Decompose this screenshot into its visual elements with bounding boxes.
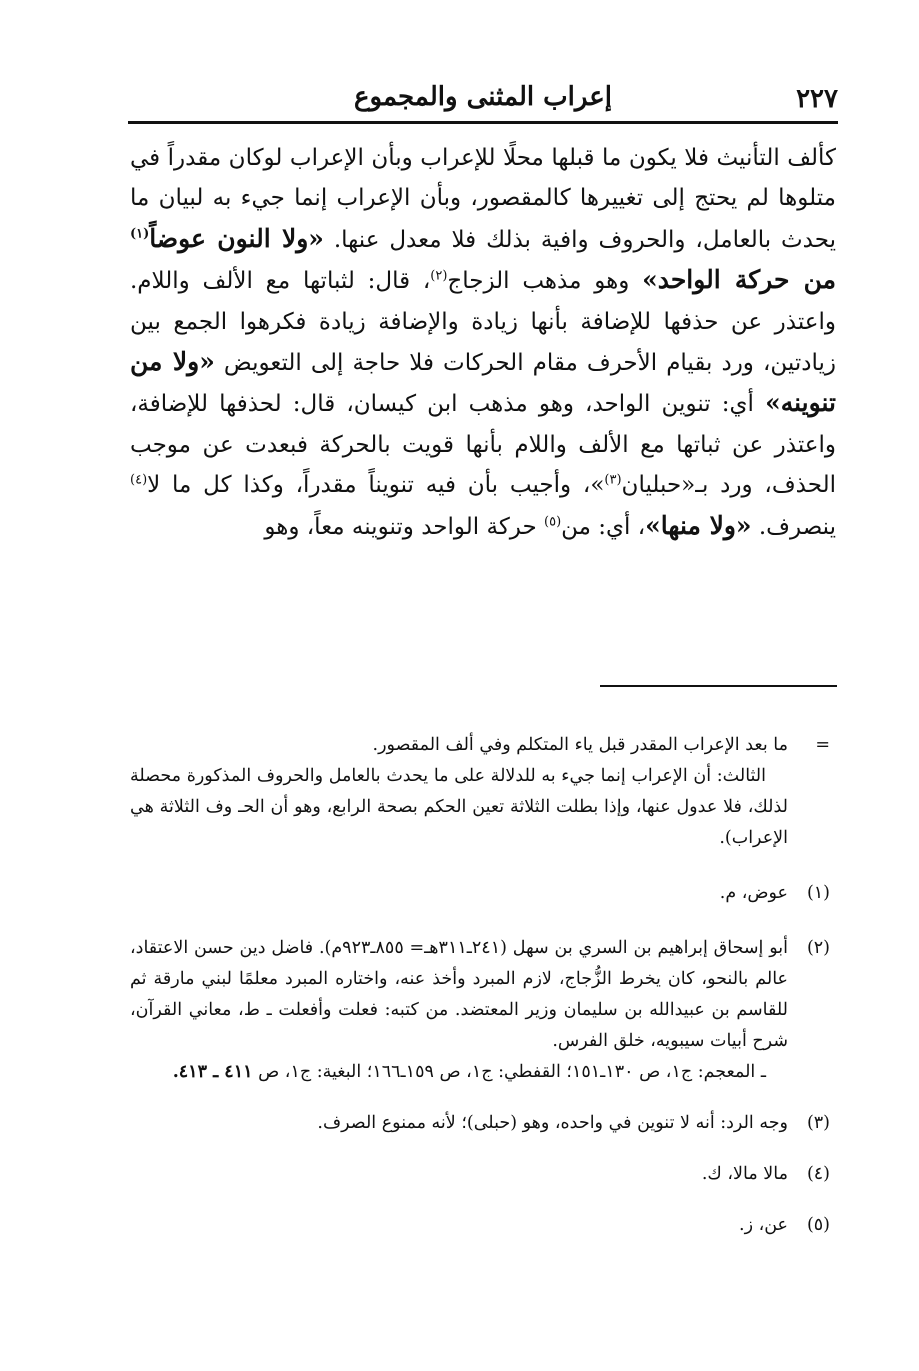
text-segment: »، وأجيب بأن فيه تنويناً مقدراً، وكذا كل ما لا <box>147 472 605 499</box>
footnote-text: وجه الرد: أنه لا تنوين في واحده، وهو (حبلى)؛ لأنه ممنوع الصرف. <box>317 1113 788 1133</box>
footnote-source: ـ المعجم: ج١، ص ١٣٠ـ١٥١؛ القفطي: ج١، ص ١٥٩ـ١٦٦؛ البغية: ج١، ص ٤١١ ـ ٤١٣. <box>172 1062 766 1082</box>
footnote-5 <box>130 1210 836 1241</box>
footnotes <box>130 730 836 1241</box>
footnote-marker: (٤) <box>806 1164 830 1184</box>
footnote-text: مالا مالا، ك. <box>701 1164 788 1184</box>
matn-quote: «ولا من تنوينه» <box>130 347 837 418</box>
footnote-marker: (٢) <box>806 938 830 958</box>
footnote-text: عوض، م. <box>719 883 788 903</box>
footnote-separator <box>600 685 837 687</box>
footnote-2 <box>130 933 836 1088</box>
footnote-marker: (٥) <box>806 1215 830 1235</box>
footnote-marker: (١) <box>806 883 830 903</box>
matn-quote: «ولا منها» <box>645 510 752 540</box>
footnote-marker: = <box>815 735 830 755</box>
footnote-1 <box>130 878 836 909</box>
footnote-continuation <box>130 730 836 854</box>
footnote-ref: (٣) <box>604 472 622 488</box>
text-segment: ، أي: من <box>561 513 646 540</box>
page-header <box>128 82 838 118</box>
footnote-text: ما بعد الإعراب المقدر قبل ياء المتكلم وفي ألف المقصور. <box>372 735 788 755</box>
text-segment: كألف التأنيث فلا يكون ما قبلها محلًا للإعراب وبأن الإعراب لوكان مقدراً في متلوها لم يحتج إلى تغييرها كالمقصور، وبأن الإعراب إنما جيء به لبيان ما يحدث بالعامل، والحروف وافية بذلك فلا معدل عنها. <box>130 145 836 253</box>
text-segment: حركة الواحد وتنوينه معاً، وهو <box>264 513 537 540</box>
text-segment: ، قال: لثباتها مع الألف واللام. واعتذر عن حذفها للإضافة بأنها زيادة والإضافة زيادة فكرهوا الجمع بين زيادتين، ورد بقيام الأحرف مقام الحركات فلا حاجة إلى التعويض <box>130 268 836 377</box>
text-segment: وهو مذهب الزجاج <box>447 268 630 295</box>
running-title: إعراب المثنى والمجموع <box>354 82 612 112</box>
footnote-ref: (٥) <box>544 514 562 529</box>
text-segment: أي: تنوين الواحد، وهو مذهب ابن كيسان، قال: لحذفها للإضافة، واعتذر عن ثباتها مع الألف واللام بأنها قويت بالحركة فبعدت عن موجب الحذف، ورد بـ«حبليان <box>130 391 836 499</box>
footnote-ref: (٢) <box>430 268 448 284</box>
footnote-text: أبو إسحاق إبراهيم بن السري بن سهل (٢٤١ـ٣١١هـ= ٨٥٥ـ٩٢٣م). فاضل دين حسن الاعتقاد، عالم بالنحو، كان يخرط الزُّجاج، لازم المبرد وأخذ عنه، واختاره المبرد معلمًا لبني مارقة ثم للقاسم بن عبيدالله بن سليمان وزير المعتضد. من كتبه: فعلت وأفعلت ـ ط، معاني القرآن، شرح أبيات سيبويه، خلق الفرس. <box>130 938 788 1051</box>
footnote-4 <box>130 1159 836 1190</box>
page-number: ٢٢٧ <box>796 84 838 114</box>
main-text <box>130 138 836 547</box>
footnote-ref: (١) <box>130 226 150 242</box>
footnote-text: عن، ز. <box>739 1215 788 1235</box>
matn-quote: «ولا النون عوضاً$^{(١)}$ من حركة الواحد» <box>130 223 837 295</box>
text-segment: ينصرف. <box>758 513 836 540</box>
footnote-ref: (٤) <box>130 472 148 488</box>
footnote-text: الثالث: أن الإعراب إنما جيء به للدلالة على ما يحدث بالعامل والحروف المذكورة محصلة لذلك، فلا عدول عنها، وإذا بطلت الثلاثة تعين الحكم بصحة الرابع، وهو أن الحـ وف الثلاثة هي الإعراب). <box>130 766 788 848</box>
footnote-marker: (٣) <box>806 1113 830 1133</box>
header-rule <box>128 121 838 124</box>
footnote-3 <box>130 1108 836 1139</box>
